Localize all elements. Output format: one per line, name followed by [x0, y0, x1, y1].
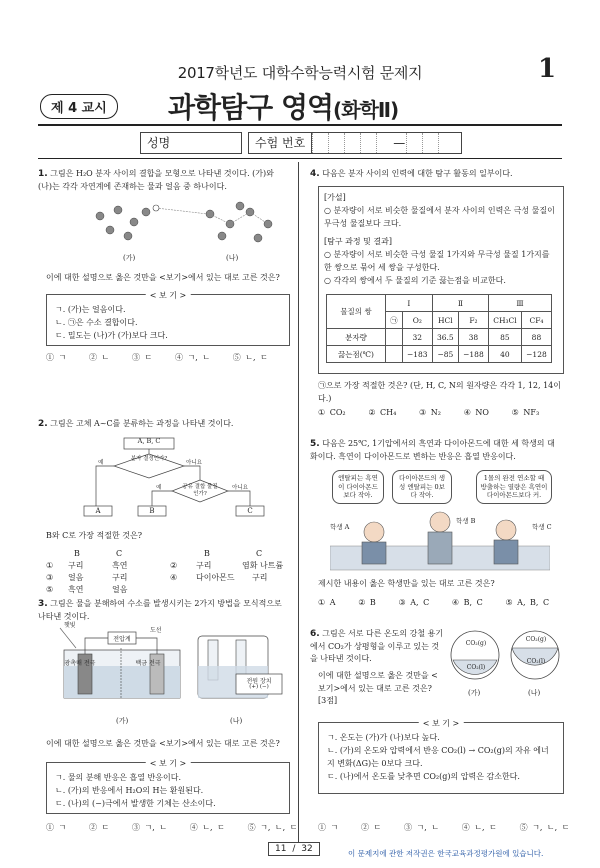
procedure-step-2: ○ 각각의 쌍에서 두 물질의 기준 끓는점을 비교한다.: [324, 276, 506, 285]
bogi-item: ㄷ. (나)의 (−)극에서 발생한 기체는 산소이다.: [55, 799, 216, 808]
liquid-label-b: CO₂(l): [526, 658, 546, 665]
water-splitting-figure: [58, 626, 288, 716]
water-model-figure: [90, 198, 290, 250]
answer-choices[interactable]: ① ㄱ ② ㄴ ③ ㄷ ④ ㄱ, ㄴ ⑤ ㄴ, ㄷ: [46, 353, 268, 362]
choice-value: 얼음: [112, 585, 128, 594]
name-box: [140, 132, 242, 154]
question-number: 6.: [310, 629, 320, 639]
table-cell: 32: [402, 329, 432, 346]
bogi-box: [46, 291, 290, 346]
exam-number-box: [248, 132, 462, 154]
question-3: [38, 598, 290, 623]
flow-diamond-2: 공유 결합 물질인가?: [182, 484, 218, 497]
copyright-notice: 이 문제지에 관한 저작권은 한국교육과정평가원에 있습니다.: [348, 849, 544, 858]
table-row-label: 분자량: [327, 329, 386, 346]
choice-number[interactable]: ⑤: [46, 585, 54, 594]
question-prompt: B와 C로 가장 적절한 것은?: [46, 531, 143, 540]
header-bottom-rule: [38, 158, 562, 159]
name-label: 성명: [147, 136, 171, 150]
label-voltmeter: 전압계: [113, 636, 131, 643]
choice-table[interactable]: [46, 548, 290, 596]
student-c-label: 학생 C: [532, 523, 552, 531]
fig3-label-b: (나): [230, 717, 243, 725]
hypothesis-title: [가설]: [324, 193, 346, 202]
choice-number[interactable]: ④: [170, 573, 178, 582]
flow-diamond-1: 분자 결정인가?: [130, 456, 168, 462]
header-rule: [38, 124, 562, 126]
flow-top-box: A, B, C: [137, 437, 161, 445]
label-photocatalyst-electrode: 광촉매 전극: [64, 660, 96, 667]
choice-number[interactable]: ②: [170, 561, 178, 570]
subject-sub: (화학Ⅱ): [333, 98, 399, 122]
choice-col-b: B: [74, 549, 80, 558]
flow-box-c: C: [247, 507, 253, 515]
speech-bubble-b: 다이아몬드의 생성 엔탈피는 0보다 작아.: [392, 470, 452, 504]
exam-number-label: 수험 번호: [249, 133, 312, 153]
label-sunlight: 햇빛: [64, 622, 76, 629]
table-cell: [386, 329, 403, 346]
flow-no: 아니요: [186, 460, 202, 466]
bogi-item: ㄱ. 온도는 (가)가 (나)보다 높다.: [327, 733, 440, 742]
question-1: [38, 168, 290, 193]
exam-title: 2017학년도 대학수학능력시험 문제지: [177, 64, 423, 82]
answer-choices[interactable]: ① A ② B ③ A, C ④ B, C ⑤ A, B, C: [318, 598, 550, 607]
table-cell: −188: [458, 346, 488, 363]
column-divider: [298, 162, 299, 842]
question-4: [310, 168, 562, 181]
bogi-box: [46, 759, 290, 814]
choice-number[interactable]: ③: [46, 573, 54, 582]
fig3-label-a: (가): [116, 717, 129, 725]
question-text: 그림은 물을 분해하여 수소를 발생시키는 2가지 방법을 모식적으로 나타낸 것이다.: [38, 599, 282, 621]
table-substance: F₂: [458, 312, 488, 329]
procedure-title: [탐구 과정 및 결과]: [324, 237, 392, 246]
table-substance: ㉠: [386, 312, 403, 329]
student-b-label: 학생 B: [456, 517, 476, 525]
label-plus-minus: (+) (−): [249, 684, 269, 690]
table-group: Ⅱ: [432, 295, 488, 312]
page-number: 1: [538, 54, 557, 84]
fig1-label-b: (나): [226, 254, 239, 262]
question-6: [310, 628, 444, 666]
flow-box-a: A: [95, 507, 101, 515]
table-substance: HCl: [432, 312, 458, 329]
choice-value: 흑연: [112, 561, 128, 570]
table-cell: 85: [488, 329, 521, 346]
table-substance: O₂: [402, 312, 432, 329]
question-prompt: ㉠으로 가장 적절한 것은? (단, H, C, N의 원자량은 각각 1, 12, 14이다.): [318, 381, 562, 403]
label-platinum-electrode: 백금 전극: [135, 660, 161, 667]
bogi-title: < 보 기 >: [146, 757, 191, 770]
bogi-item: ㄷ. 밀도는 (나)가 (가)보다 크다.: [55, 331, 168, 340]
flow-no-2: 아니요: [232, 485, 248, 491]
question-number: 4.: [310, 169, 320, 179]
choice-value: 흑연: [68, 585, 84, 594]
hypothesis-text: ○ 분자량이 서로 비슷한 물질에서 분자 사이의 인력은 극성 물질이 무극성 물질보다 크다.: [324, 206, 555, 228]
bogi-title: < 보 기 >: [419, 717, 464, 730]
question-5: [310, 438, 562, 463]
question-text: 그림은 고체 A~C를 분류하는 과정을 나타낸 것이다.: [50, 419, 234, 428]
subject-main: 과학탐구 영역: [168, 91, 334, 124]
flow-box-b: B: [149, 507, 155, 515]
period-badge: 제 4 교시: [40, 94, 118, 119]
choice-value: 구리: [112, 573, 128, 582]
choice-value: 구리: [68, 561, 84, 570]
bogi-item: ㄱ. (가)는 얼음이다.: [55, 305, 126, 314]
bogi-item: ㄱ. 물의 분해 반응은 흡열 반응이다.: [55, 773, 181, 782]
choice-value: 구리: [252, 573, 268, 582]
student-a-label: 학생 A: [330, 523, 350, 531]
question-number: 2.: [38, 419, 48, 429]
bogi-item: ㄷ. (나)에서 온도를 낮추면 CO₂(g)의 압력은 감소한다.: [327, 772, 520, 781]
table-row-label: 끓는점(℃): [327, 346, 386, 363]
choice-col-b-2: B: [204, 549, 210, 558]
fig6-label-b: (나): [528, 689, 541, 697]
bogi-item: ㄴ. (가)의 반응에서 H₂O의 H는 환원된다.: [55, 786, 204, 795]
gas-label-a: CO₂(g): [465, 640, 487, 647]
question-text: 다음은 분자 사이의 인력에 대한 탐구 활동의 일부이다.: [322, 169, 513, 178]
label-power-supply: 전원 장치: [246, 678, 272, 685]
page-counter: 11 / 32: [268, 842, 320, 856]
question-text: 그림은 서로 다른 온도의 강철 용기에서 CO₂가 상평형을 이루고 있는 것을 나타낸 것이다.: [310, 629, 444, 663]
question-prompt: 이에 대한 설명으로 옳은 것만을 <보기>에서 있는 대로 고른 것은? [3점]: [318, 671, 438, 705]
table-header: 물질의 쌍: [327, 295, 386, 329]
table-cell: 88: [521, 329, 551, 346]
speech-bubble-a: 엔탈피는 흑연이 다이아몬드보다 작아.: [332, 470, 384, 504]
question-prompt: 제시한 내용이 옳은 학생만을 있는 대로 고른 것은?: [318, 579, 495, 588]
fig1-label-a: (가): [123, 254, 136, 262]
bogi-box: [318, 719, 564, 794]
flow-yes-2: 예: [156, 485, 162, 491]
choice-value: 다이아몬드: [196, 573, 235, 582]
question-prompt: 이에 대한 설명으로 옳은 것만을 <보기>에서 있는 대로 고른 것은?: [46, 739, 280, 748]
table-cell: −128: [521, 346, 551, 363]
bogi-title: < 보 기 >: [146, 289, 191, 302]
choice-col-c-2: C: [256, 549, 263, 558]
table-cell: [386, 346, 403, 363]
question-number: 3.: [38, 599, 48, 609]
table-cell: 36.5: [432, 329, 458, 346]
choice-col-c: C: [116, 549, 123, 558]
choice-value: 구리: [196, 561, 212, 570]
speech-bubble-c: 1몰의 완전 연소할 때 방출하는 열량은 흑연이 다이아몬드보다 커.: [476, 470, 552, 504]
answer-choices[interactable]: ① CO₂ ② CH₄ ③ N₂ ④ NO ⑤ NF₃: [318, 408, 540, 417]
gas-label-b: CO₂(g): [525, 636, 547, 643]
exam-number-dash: —: [393, 136, 406, 150]
question-number: 1.: [38, 169, 48, 179]
choice-row[interactable]: [46, 560, 290, 572]
bogi-item: ㄴ. (가)의 온도와 압력에서 반응 CO₂(l) → CO₂(g)의 자유 에너지 변화(ΔG)는 0보다 크다.: [327, 746, 549, 768]
label-wire: 도선: [150, 627, 162, 634]
question-text: 그림은 H₂O 분자 사이의 결합을 모형으로 나타낸 것이다. (가)와 (나)는 각각 자연계에 존재하는 물과 얼음 중 하나이다.: [38, 169, 274, 191]
flow-yes: 예: [98, 460, 104, 466]
question-prompt: 이에 대한 설명으로 옳은 것만을 <보기>에서 있는 대로 고른 것은?: [46, 273, 280, 282]
liquid-label-a: CO₂(l): [466, 664, 486, 671]
question-number: 5.: [310, 439, 320, 449]
choice-row[interactable]: [46, 584, 290, 596]
question-text: 다음은 25℃, 1기압에서의 흑연과 다이아몬드에 대한 세 학생의 대화이다. 흑연이 다이아몬드로 변하는 반응은 흡열 반응이다.: [310, 439, 555, 461]
fig6-label-a: (가): [468, 689, 481, 697]
table-substance: CH₃Cl: [488, 312, 521, 329]
table-cell: 38: [458, 329, 488, 346]
answer-choices[interactable]: ① ㄱ ② ㄷ ③ ㄱ, ㄴ ④ ㄴ, ㄷ ⑤ ㄱ, ㄴ, ㄷ: [46, 823, 298, 832]
table-group: Ⅰ: [386, 295, 433, 312]
total-pages: 32: [301, 844, 313, 854]
subject-title: [168, 86, 398, 126]
table-group: Ⅲ: [488, 295, 551, 312]
choice-value: 염화 나트륨: [242, 561, 284, 570]
choice-value: 얼음: [68, 573, 84, 582]
bogi-item: ㄴ. ㉠은 수소 결합이다.: [55, 318, 138, 327]
choice-row[interactable]: [46, 572, 290, 584]
procedure-step-1: ○ 분자량이 서로 비슷한 극성 물질 1가지와 무극성 물질 1가지를 한 쌍으로 묶어 세 쌍을 구성한다.: [324, 250, 550, 272]
question-2: [38, 418, 290, 431]
table-cell: −85: [432, 346, 458, 363]
answer-choices[interactable]: ① ㄱ ② ㄷ ③ ㄱ, ㄴ ④ ㄴ, ㄷ ⑤ ㄱ, ㄴ, ㄷ: [318, 823, 570, 832]
table-cell: 40: [488, 346, 521, 363]
current-page: 11: [275, 844, 287, 854]
table-substance: CF₄: [521, 312, 551, 329]
choice-number[interactable]: ①: [46, 561, 54, 570]
table-cell: −183: [402, 346, 432, 363]
data-table: [326, 294, 552, 363]
